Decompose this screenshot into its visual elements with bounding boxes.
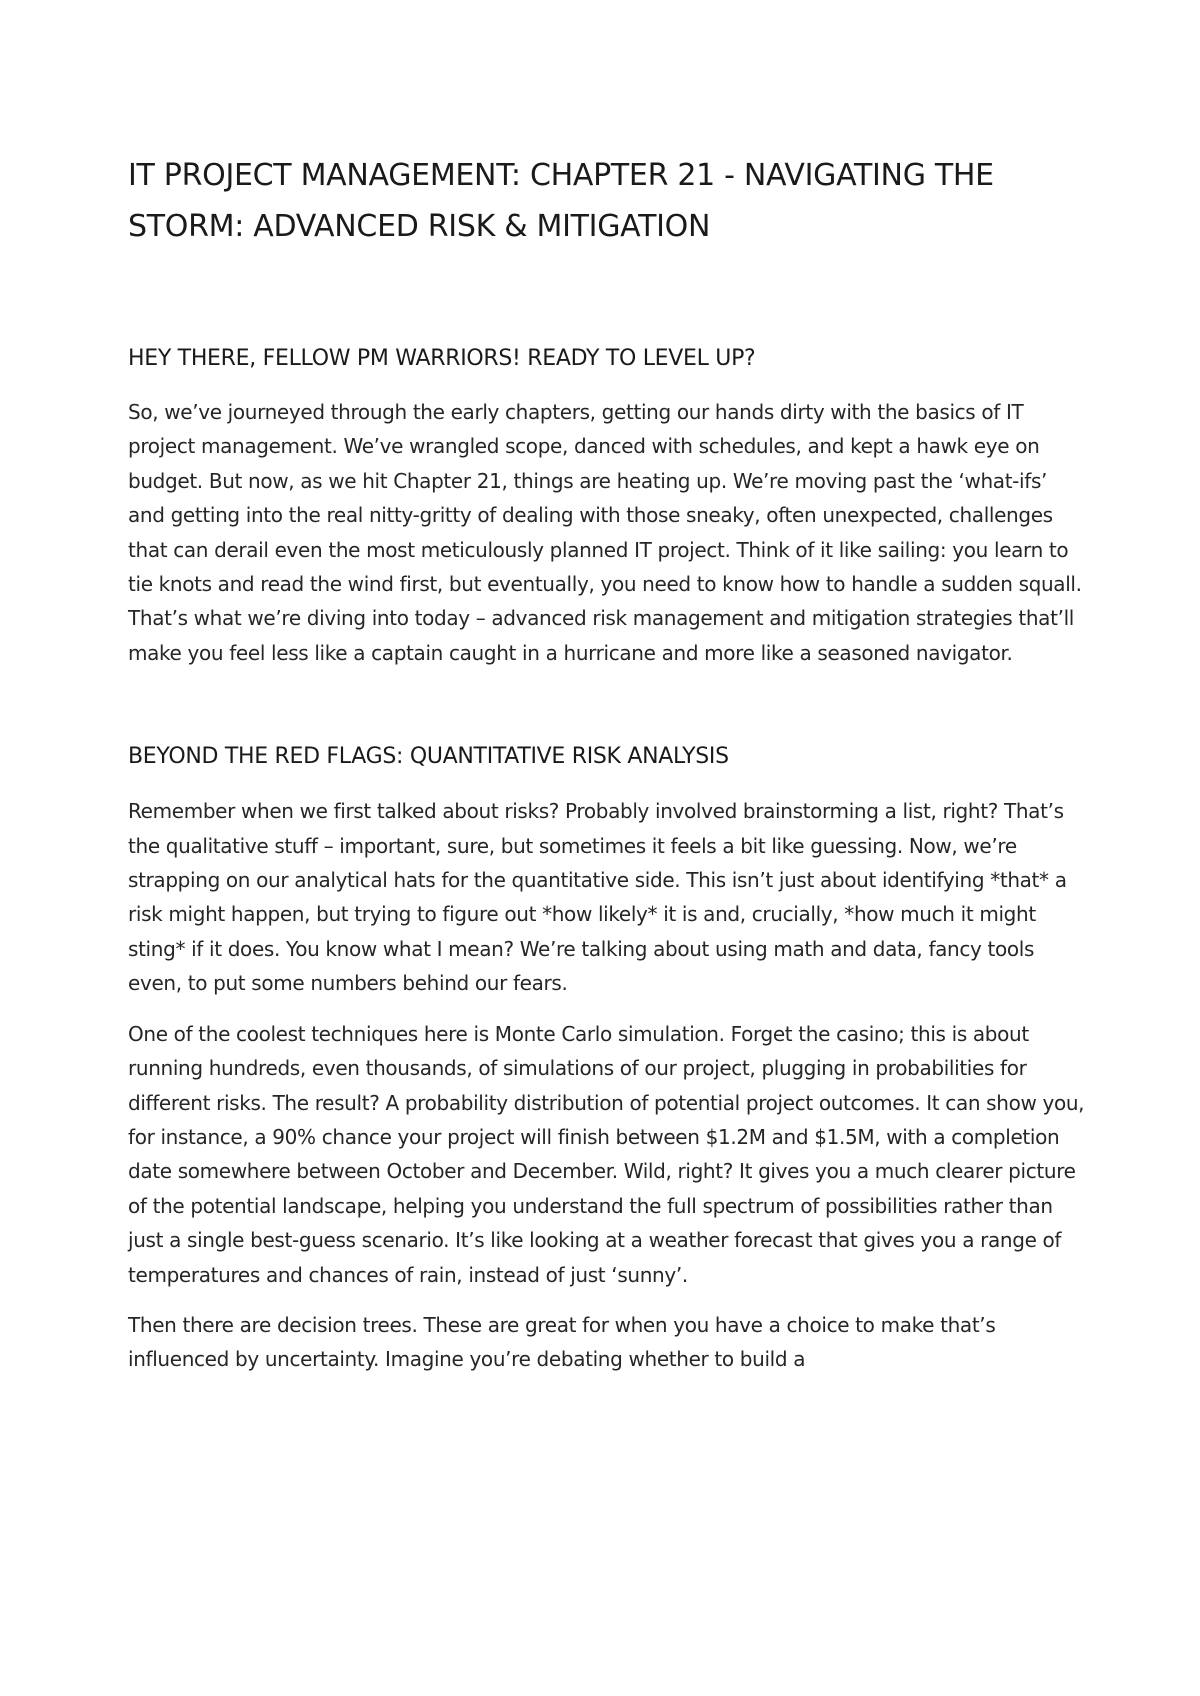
body-paragraph: Then there are decision trees. These are great for when you have a choice to make that’s influenced by uncertainty. Imagine you’re debating whether to build a bbox=[128, 1312, 996, 1372]
body-paragraph: One of the coolest techniques here is Monte Carlo simulation. Forget the casino; this is about running hundreds, even thousands, of simulations of our project, plugging in probabilities for different risks. The result? A probability distribution of potential project outcomes. It can show you, for instance, a 90% chance your project will finish between $1.2M and $1.5M, with a completion date somewhere between October and December. Wild, right? It gives you a much clearer picture of the potential landscape, helping you understand the full spectrum of possibilities rather than just a single best-guess scenario. It’s like looking at a weather forecast that gives you a range of temperatures and chances of rain, instead of just ‘sunny’. bbox=[128, 1021, 1085, 1287]
section-heading: HEY THERE, FELLOW PM WARRIORS! READY TO LEVEL UP? bbox=[128, 346, 756, 371]
section-intro bbox=[128, 344, 1088, 670]
document-body bbox=[128, 150, 1088, 1377]
section-quantitative-risk-analysis bbox=[128, 742, 1088, 1377]
chapter-title: IT PROJECT MANAGEMENT: CHAPTER 21 - NAVIGATING THE STORM: ADVANCED RISK & MITIGATION bbox=[128, 158, 994, 244]
body-paragraph: So, we’ve journeyed through the early chapters, getting our hands dirty with the basics of IT project management. We’ve wrangled scope, danced with schedules, and kept a hawk eye on budget. But now, as we hit Chapter 21, things are heating up. We’re moving past the ‘what-ifs’ and getting into the real nitty-gritty of dealing with those sneaky, often unexpected, challenges that can derail even the most meticulously planned IT project. Think of it like sailing: you learn to tie knots and read the wind first, but eventually, you need to know how to handle a sudden squall. That’s what we’re diving into today – advanced risk management and mitigation strategies that’ll make you feel less like a captain caught in a hurricane and more like a seasoned navigator. bbox=[128, 400, 1082, 665]
section-heading: BEYOND THE RED FLAGS: QUANTITATIVE RISK ANALYSIS bbox=[128, 744, 729, 770]
body-paragraph: Remember when we first talked about risks? Probably involved brainstorming a list, right? That’s the qualitative stuff – important, sure, but sometimes it feels a bit like guessing. Now, we’re strapping on our analytical hats for the quantitative side. This isn’t just about identifying *that* a risk might happen, but trying to figure out *how likely* it is and, crucially, *how much it might sting* if it does. You know what I mean? We’re talking about using math and data, fancy tools even, to put some numbers behind our fears. bbox=[128, 799, 1067, 996]
